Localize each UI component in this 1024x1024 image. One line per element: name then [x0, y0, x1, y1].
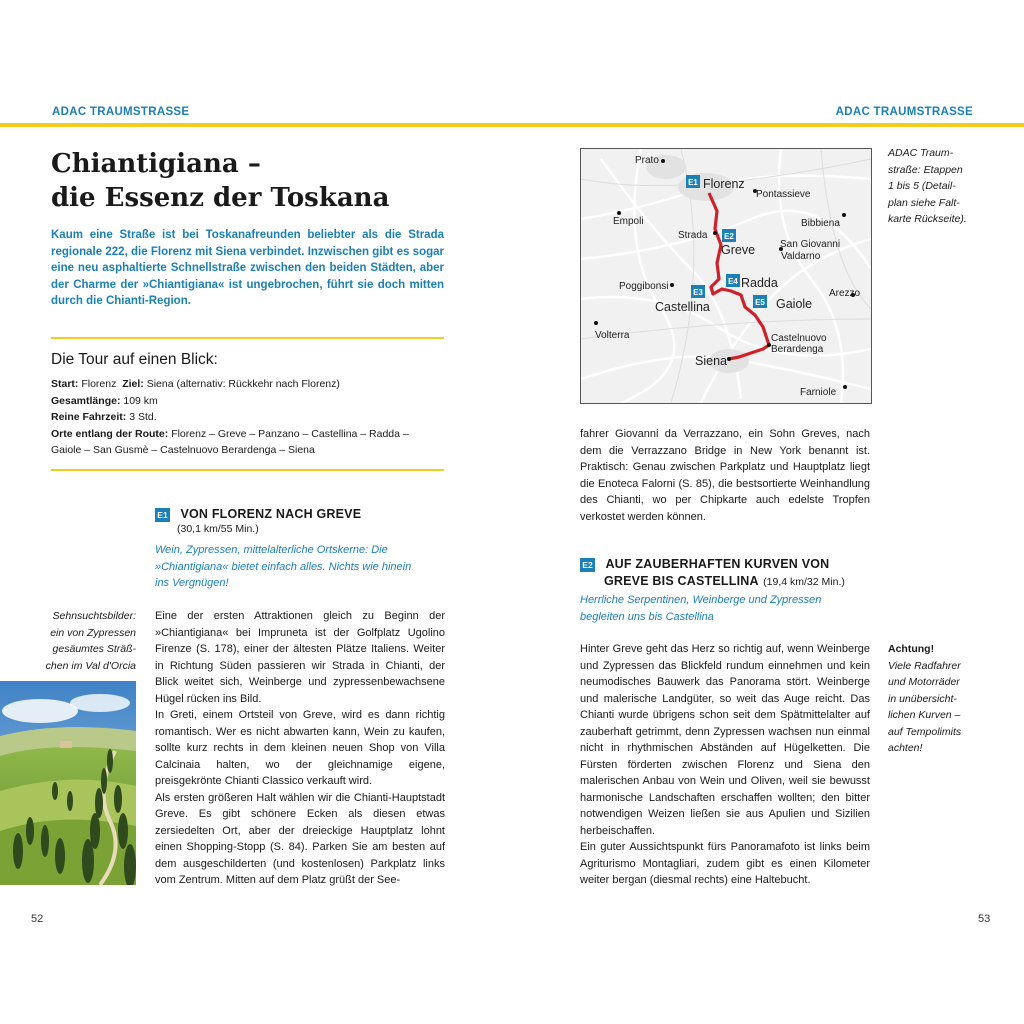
- svg-text:E2: E2: [724, 232, 734, 241]
- map-caption: [888, 145, 988, 228]
- tour-facts: [51, 376, 451, 459]
- e1-title: VON FLORENZ NACH GREVE: [180, 507, 362, 521]
- svg-text:Greve: Greve: [721, 243, 756, 257]
- svg-text:Gaiole: Gaiole: [776, 297, 813, 311]
- divider: [51, 469, 444, 471]
- e1-paragraph: In Greti, einem Ortsteil von Greve, wird es dann richtig romantisch. Wer es nicht abwarten kann, Wein zu kaufen, sollte kurz rechts in dem kleinen neuen Shop von Villa Calcinaia halten, wo der gleichnamige eigene, preisgekrönte Chianti Classico verkauft wird.: [155, 709, 445, 787]
- places-value: Florenz – Greve – Panzano – Castellina – Radda –: [171, 427, 409, 440]
- e2-subtitle: (19,4 km/32 Min.): [763, 576, 845, 588]
- svg-text:Pontassieve: Pontassieve: [756, 189, 811, 200]
- lead-paragraph: Kaum eine Straße ist bei Toskanafreunden beliebter als die Strada regionale 222, die Florenz mit Siena verbindet. Inzwischen gibt es sogar eine neu asphaltierte Schnellstraße zwischen den beiden Städten, aber der Charme der »Chiantigiana« ist ungebrochen, führt sie doch mitten durch die Chianti-Region.: [51, 229, 444, 307]
- running-header-right: ADAC TRAUMSTRASSE: [835, 106, 973, 118]
- svg-text:Berardenga: Berardenga: [771, 344, 824, 355]
- svg-text:E3: E3: [693, 288, 703, 297]
- svg-text:Siena: Siena: [695, 354, 727, 368]
- e1-subtitle: (30,1 km/55 Min.): [177, 523, 259, 535]
- places-value-cont: Gaiole – San Gusmè – Castelnuovo Berardenga – Siena: [51, 444, 315, 456]
- divider: [51, 337, 444, 339]
- length-value: 109 km: [123, 394, 158, 407]
- start-label: Start:: [51, 378, 79, 390]
- map-caption-line: 1 bis 5 (Detail-: [888, 180, 956, 192]
- e2-teaser-line: Herrliche Serpentinen, Weinberge und Zypressen: [580, 594, 822, 606]
- e2-heading: [580, 555, 829, 573]
- e1-paragraph: Als ersten größeren Halt wählen wir die Chianti-Hauptstadt Greve. Es gibt schönere Ecken als diesen etwas zersiedelten Ort, aber der dreieckige Hauptplatz lohnt einen Shopping-Stopp (S. 84). Parken Sie am besten auf dem ausgeschilderten (und kostenlosen) Parkplatz links vom Zentrum. Mitten auf dem Platz grüßt der See-: [155, 791, 445, 886]
- ziel-value: Siena (alternativ: Rückkehr nach Florenz): [146, 378, 340, 390]
- warning-line: achten!: [888, 742, 923, 754]
- warning-line: in unübersicht-: [888, 692, 957, 705]
- length-label: Gesamtlänge:: [51, 394, 121, 407]
- page-number-left: 52: [31, 913, 44, 925]
- e2-title-line2: GREVE BIS CASTELLINA: [604, 574, 759, 588]
- svg-text:Valdarno: Valdarno: [781, 251, 821, 262]
- e1-heading: [155, 505, 361, 523]
- caption-line: gesäumtes Sträß-: [52, 643, 136, 655]
- warning-line: und Motorräder: [888, 676, 960, 688]
- e1-teaser: [155, 542, 445, 592]
- e2-title-line1: AUF ZAUBERHAFTEN KURVEN VON: [605, 557, 830, 571]
- photo-caption: [0, 608, 136, 674]
- running-header-left: ADAC TRAUMSTRASSE: [52, 106, 190, 118]
- svg-text:Empoli: Empoli: [613, 216, 644, 227]
- svg-text:Arezzo: Arezzo: [829, 288, 861, 299]
- warning-line: Viele Radfahrer: [888, 659, 961, 672]
- e1-teaser-line: Wein, Zypressen, mittelalterliche Ortskerne: Die: [155, 544, 388, 556]
- warning-title: Achtung!: [888, 643, 935, 655]
- tour-heading: Die Tour auf einen Blick:: [51, 351, 218, 368]
- e1-teaser-line: ins Vergnügen!: [155, 577, 229, 589]
- caption-line: chen im Val d'Orcia: [45, 659, 136, 672]
- svg-text:Radda: Radda: [741, 276, 778, 290]
- start-value: Florenz: [81, 378, 117, 390]
- svg-text:Volterra: Volterra: [595, 330, 630, 341]
- svg-text:Bibbiena: Bibbiena: [801, 218, 840, 229]
- warning-line: auf Tempolimits: [888, 725, 962, 738]
- e2-heading-line2: [604, 572, 845, 590]
- route-map: [580, 148, 872, 404]
- caption-line: ein von Zypressen: [50, 626, 136, 639]
- map-caption-line: straße: Etappen: [888, 163, 963, 176]
- caption-line: Sehnsuchtsbilder:: [52, 610, 136, 622]
- svg-text:Castellina: Castellina: [655, 300, 710, 314]
- e2-body: [580, 641, 870, 889]
- svg-text:Prato: Prato: [635, 155, 659, 166]
- landscape-photo: [0, 681, 136, 885]
- e2-paragraph: Hinter Greve geht das Herz so richtig auf, wenn Weinberge und Zypressen das Blickfeld rundum einnehmen und kein neumodisches Bauwerk das Panorama stört. Weinberge und malerische Landgüter, so weit das Auge reicht. Das Chianti wurde übrigens schon seit dem Spätmittelalter auf zauberhaft getrimmt, denn Zypressen wachsen nun einmal nicht in rhythmischen Abständen auf Hügelketten. Die Fürsten förderten zwischen Florenz und Siena den malerischen Anbau von Wein und Oliven, weil sie bewusst harmonische Landschaften erschaffen wollten; den bitter notwendigen Weizen ließen sie aus Apulien und Sizilien herbeischaffen.: [580, 643, 870, 837]
- page-title-line2: die Essenz der Toskana: [51, 183, 390, 213]
- e1-body: [155, 608, 445, 889]
- time-label: Reine Fahrzeit:: [51, 411, 127, 423]
- e2-badge: E2: [580, 558, 595, 572]
- svg-text:E5: E5: [755, 298, 765, 307]
- svg-text:Farniole: Farniole: [800, 387, 837, 398]
- page-title: [51, 147, 389, 215]
- svg-text:E1: E1: [688, 178, 698, 187]
- continuation-paragraph: fahrer Giovanni da Verrazzano, ein Sohn Greves, nach dem die Verrazzano Bridge in New York benannt ist. Praktisch: Genau zwischen Parkplatz und Hauptplatz liegt die Enoteca Falorni (S. 85), die bestsortierte Weinhandlung des Chianti, wo per Chipkarte auch edelste Tropfen verkostet werden können.: [580, 428, 870, 523]
- svg-text:Castelnuovo: Castelnuovo: [771, 333, 827, 344]
- time-value: 3 Std.: [129, 411, 157, 423]
- map-caption-line: ADAC Traum-: [888, 147, 954, 159]
- map-caption-line: plan siehe Falt-: [888, 196, 960, 209]
- warning-note: [888, 641, 998, 757]
- e2-teaser-line: begleiten uns bis Castellina: [580, 610, 714, 623]
- e1-paragraph: Eine der ersten Attraktionen gleich zu Beginn der »Chiantigiana« bei Impruneta ist der Golfplatz Ugolino Firenze (S. 178), einer der ältesten Plätze Italiens. Weiter in Richtung Süden passieren wir Strada in Chianti, der Blick weitet sich, Weinberge und zypressenbewachsene Hügel rücken ins Bild.: [155, 610, 445, 705]
- e1-badge: E1: [155, 508, 170, 522]
- e2-teaser: [580, 592, 870, 625]
- page-number-right: 53: [978, 913, 991, 925]
- ziel-label: Ziel:: [122, 378, 144, 390]
- e1-teaser-line: »Chiantigiana« bietet einfach alles. Nichts wie hinein: [155, 560, 412, 573]
- e2-paragraph: Ein guter Aussichtspunkt fürs Panoramafoto ist links beim Agriturismo Montagliari, zudem gibt es einen Kilometer weiter bergan (diesmal rechts) eine Haltebucht.: [580, 841, 870, 886]
- svg-text:Strada: Strada: [678, 230, 708, 241]
- places-label: Orte entlang der Route:: [51, 427, 169, 440]
- header-rule: [0, 123, 1024, 127]
- map-caption-line: karte Rückseite).: [888, 213, 967, 225]
- svg-text:San Giovanni: San Giovanni: [780, 239, 841, 250]
- page-title-line1: Chiantigiana –: [51, 149, 261, 179]
- svg-text:E4: E4: [728, 277, 738, 286]
- warning-line: lichen Kurven –: [888, 709, 961, 721]
- svg-text:Florenz: Florenz: [703, 177, 745, 191]
- svg-text:Poggibonsi: Poggibonsi: [619, 281, 669, 292]
